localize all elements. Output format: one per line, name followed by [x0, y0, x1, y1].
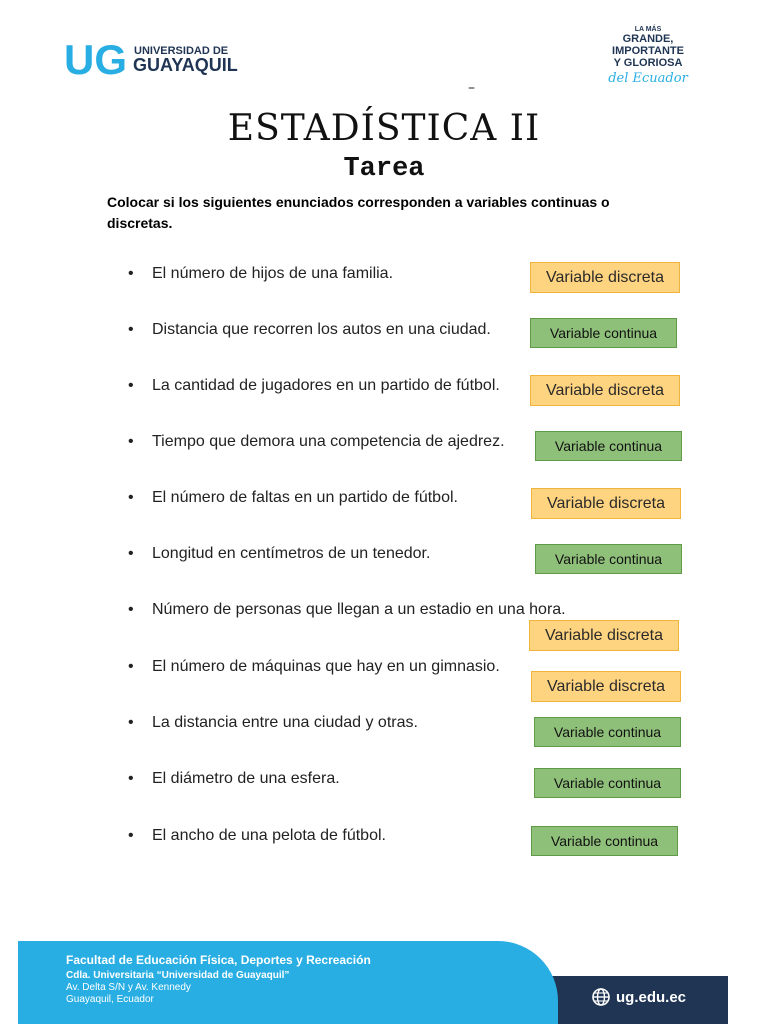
bullet: •: [128, 489, 134, 506]
slogan-line5: del Ecuador: [608, 71, 688, 86]
answer-tag: Variable continua: [534, 717, 681, 747]
footer-website-link[interactable]: [592, 988, 686, 1006]
slogan-line2: GRANDE,: [622, 33, 674, 45]
list-item: [128, 714, 418, 732]
answer-tag: Variable discreta: [531, 488, 681, 519]
footer-address: [66, 953, 371, 1006]
bullet: •: [128, 377, 134, 394]
list-item: [128, 601, 566, 619]
answer-tag: Variable continua: [531, 826, 678, 856]
logo-line2: GUAYAQUIL: [133, 55, 238, 75]
page-title: ESTADÍSTICA II: [227, 108, 541, 149]
university-logo: [64, 36, 244, 80]
bullet: •: [128, 770, 134, 787]
page-subtitle: Tarea: [343, 154, 425, 184]
item-text: El diámetro de una esfera.: [152, 770, 340, 787]
slogan-line3: IMPORTANTE: [612, 45, 684, 57]
footer-line3: Guayaquil, Ecuador: [66, 994, 154, 1005]
item-text: El número de máquinas que hay en un gimnasio.: [152, 658, 500, 675]
slogan-logo: [600, 22, 696, 92]
answer-tag: Variable discreta: [530, 262, 680, 293]
item-text: Distancia que recorren los autos en una ciudad.: [152, 321, 491, 338]
slogan-line4: Y GLORIOSA: [613, 57, 683, 69]
bullet: •: [128, 265, 134, 282]
list-item: [128, 770, 340, 788]
footer-faculty: Facultad de Educación Física, Deportes y Recreación: [66, 953, 371, 967]
footer-line1: Cdla. Universitaria “Universidad de Guayaquil”: [66, 970, 290, 981]
list-item: [128, 321, 491, 339]
footer-website: ug.edu.ec: [616, 988, 687, 1006]
list-item: [128, 827, 386, 845]
logo-monogram: UG: [64, 36, 127, 80]
item-text: El ancho de una pelota de fútbol.: [152, 827, 386, 844]
list-item: [128, 377, 500, 395]
bullet: •: [128, 827, 134, 844]
answer-tag: Variable discreta: [531, 671, 681, 702]
list-item: [128, 545, 430, 563]
item-text: El número de faltas en un partido de fútbol.: [152, 489, 458, 506]
instruction-text: Colocar si los siguientes enunciados corresponden a variables continuas o discretas.: [107, 194, 610, 231]
item-text: Longitud en centímetros de un tenedor.: [152, 545, 431, 562]
list-item: [128, 433, 505, 451]
answer-tag: Variable continua: [535, 544, 682, 574]
answer-tag: Variable continua: [534, 768, 681, 798]
item-text: El número de hijos de una familia.: [152, 265, 394, 282]
bullet: •: [128, 545, 134, 562]
answer-tag: Variable discreta: [529, 620, 679, 651]
bullet: •: [128, 433, 134, 450]
bullet: •: [128, 658, 134, 675]
answer-tag: Variable continua: [530, 318, 677, 348]
list-item: [128, 265, 393, 283]
list-item: [128, 658, 500, 676]
footer-line2: Av. Delta S/N y Av. Kennedy: [66, 982, 191, 993]
item-text: La distancia entre una ciudad y otras.: [152, 714, 418, 731]
answer-tag: Variable continua: [535, 431, 682, 461]
item-text: Número de personas que llegan a un estadio en una hora.: [152, 601, 566, 618]
item-text: Tiempo que demora una competencia de ajedrez.: [152, 433, 505, 450]
slogan-line1: LA MÁS: [634, 26, 662, 33]
globe-icon: [592, 988, 610, 1006]
item-text: La cantidad de jugadores en un partido de fútbol.: [152, 377, 500, 394]
bullet: •: [128, 714, 134, 731]
header-dash: –: [468, 80, 475, 96]
bullet: •: [128, 601, 134, 618]
answer-tag: Variable discreta: [530, 375, 680, 406]
bullet: •: [128, 321, 134, 338]
logo-line1: UNIVERSIDAD DE: [134, 45, 229, 57]
list-item: [128, 489, 458, 507]
